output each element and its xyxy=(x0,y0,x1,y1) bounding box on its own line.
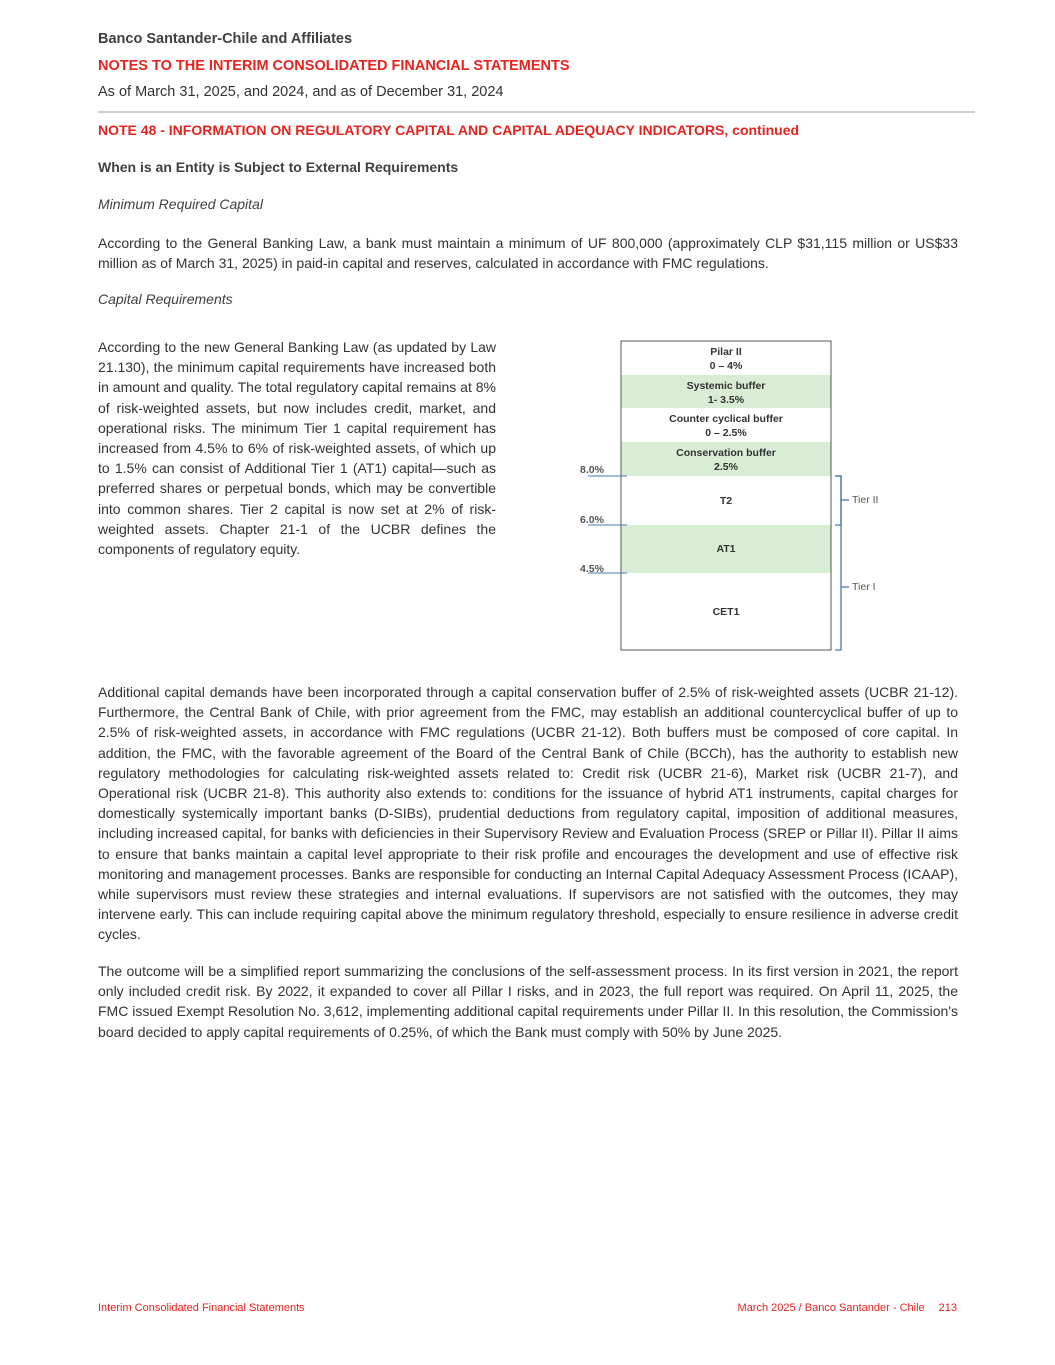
layer-cet1-name: CET1 xyxy=(712,606,740,618)
header-divider xyxy=(98,111,975,113)
footer-left-text: Interim Consolidated Financial Statements xyxy=(98,1302,305,1314)
layer-systemic-range: 1- 3.5% xyxy=(707,394,745,406)
layer-countercyclical-range: 0 – 2.5% xyxy=(705,427,747,439)
threshold-4-5-label: 4.5% xyxy=(580,563,604,575)
min-capital-heading: Minimum Required Capital xyxy=(98,196,263,212)
tier-i-label: Tier I xyxy=(852,581,876,593)
page-number: 213 xyxy=(938,1302,957,1314)
threshold-8-label: 8.0% xyxy=(580,464,604,476)
layer-at1-name: AT1 xyxy=(716,543,736,555)
self-assessment-paragraph: The outcome will be a simplified report summarizing the conclusions of the self-assessment process. In its first version in 2021, the report only included credit risk. By 2022, it expanded to cover all Pillar I risks, and in 2023, the full report was required. On April 11, 2025, the FMC issued Exempt Resolution No. 3,612, implementing additional capital requirements under Pillar II. In this resolution, the Commission's board decided to apply capital requirements of 0.25%, of which the Bank must comply with 50% by June 2025. xyxy=(98,963,958,1040)
capital-requirements-heading: Capital Requirements xyxy=(98,291,233,307)
layer-countercyclical-name: Counter cyclical buffer xyxy=(669,413,783,425)
layer-pilar-ii-range: 0 – 4% xyxy=(709,360,743,372)
layer-systemic-name: Systemic buffer xyxy=(686,380,766,392)
layer-conservation-range: 2.5% xyxy=(714,461,738,473)
threshold-6-label: 6.0% xyxy=(580,514,604,526)
section-heading: When is an Entity is Subject to External Requirements xyxy=(98,159,459,175)
footer-right xyxy=(738,1302,957,1314)
additional-capital-paragraph: Additional capital demands have been incorporated through a capital conservation buffer of 2.5% of risk-weighted assets (UCBR 21-12). Furthermore, the Central Bank of Chile, with prior agreement from the FMC, may establish an additional countercyclical buffer of up to 2.5% of risk-weighted assets, in accordance with FMC regulations (UCBR 21-12). Both buffers must be composed of core capital. In addition, the FMC, with the favorable agreement of the Board of the Central Bank of Chile (BCCh), has the authority to establish new regulatory methodologies for calculating risk-weighted assets related to: Credit risk (UCBR 21-6), Market risk (UCBR 21-7), and Operational risk (UCBR 21-8). This authority also extends to: conditions for the issuance of hybrid AT1 instruments, capital charges for domestically systemically important banks (D-SIBs), prudential deductions from regulatory capital, imposition of additional measures, including increased capital, for banks with deficiencies in their Supervisory Review and Evaluation Process (SREP or Pillar II). Pillar II aims to ensure that banks maintain a capital level appropriate to their risk profile and encourages the development and use of effective risk monitoring and management processes. Banks are responsible for conducting an Internal Capital Adequacy Assessment Process (ICAAP), while supervisors must review these strategies and internal evaluations. If supervisors are not satisfied with the outcomes, they may intervene early. This can include requiring capital above the minimum regulatory threshold, especially to ensure resilience in adverse credit cycles. xyxy=(98,684,958,943)
capital-stack-diagram xyxy=(570,335,890,655)
layer-conservation-name: Conservation buffer xyxy=(676,447,776,459)
note-title: NOTE 48 - INFORMATION ON REGULATORY CAPITAL AND CAPITAL ADEQUACY INDICATORS, continued xyxy=(98,122,800,138)
company-name: Banco Santander-Chile and Affiliates xyxy=(98,31,353,47)
min-capital-paragraph: According to the General Banking Law, a bank must maintain a minimum of UF 800,000 (approximately CLP $31,115 million or US$33 million as of March 31, 2025) in paid-in capital and reserves, calculated in accordance with FMC regulations. xyxy=(98,235,958,272)
layer-t2-name: T2 xyxy=(719,495,733,507)
layer-pilar-ii-name: Pilar II xyxy=(710,346,742,358)
tier-i-bracket xyxy=(835,476,841,650)
footer-right-text: March 2025 / Banco Santander - Chile xyxy=(737,1302,925,1314)
capital-requirements-paragraph: According to the new General Banking Law (as updated by Law 21.130), the minimum capital requirements have increased both in amount and quality. The total regulatory capital remains at 8% of risk-weighted assets, but now includes credit, market, and operational risks. The minimum Tier 1 capital requirement has increased from 4.5% to 6% of risk-weighted assets, of which up to 1.5% can consist of Additional Tier 1 (AT1) capital—such as preferred shares or perpetual bonds, which may be convertible into common shares. Tier 2 capital is now set at 2% of risk-weighted assets. Chapter 21-1 of the UCBR defines the components of regulatory equity. xyxy=(98,339,496,558)
date-line: As of March 31, 2025, and 2024, and as of December 31, 2024 xyxy=(98,84,504,100)
tier-ii-bracket xyxy=(835,476,841,525)
notes-title: NOTES TO THE INTERIM CONSOLIDATED FINANCIAL STATEMENTS xyxy=(98,58,570,74)
tier-ii-label: Tier II xyxy=(852,494,879,506)
